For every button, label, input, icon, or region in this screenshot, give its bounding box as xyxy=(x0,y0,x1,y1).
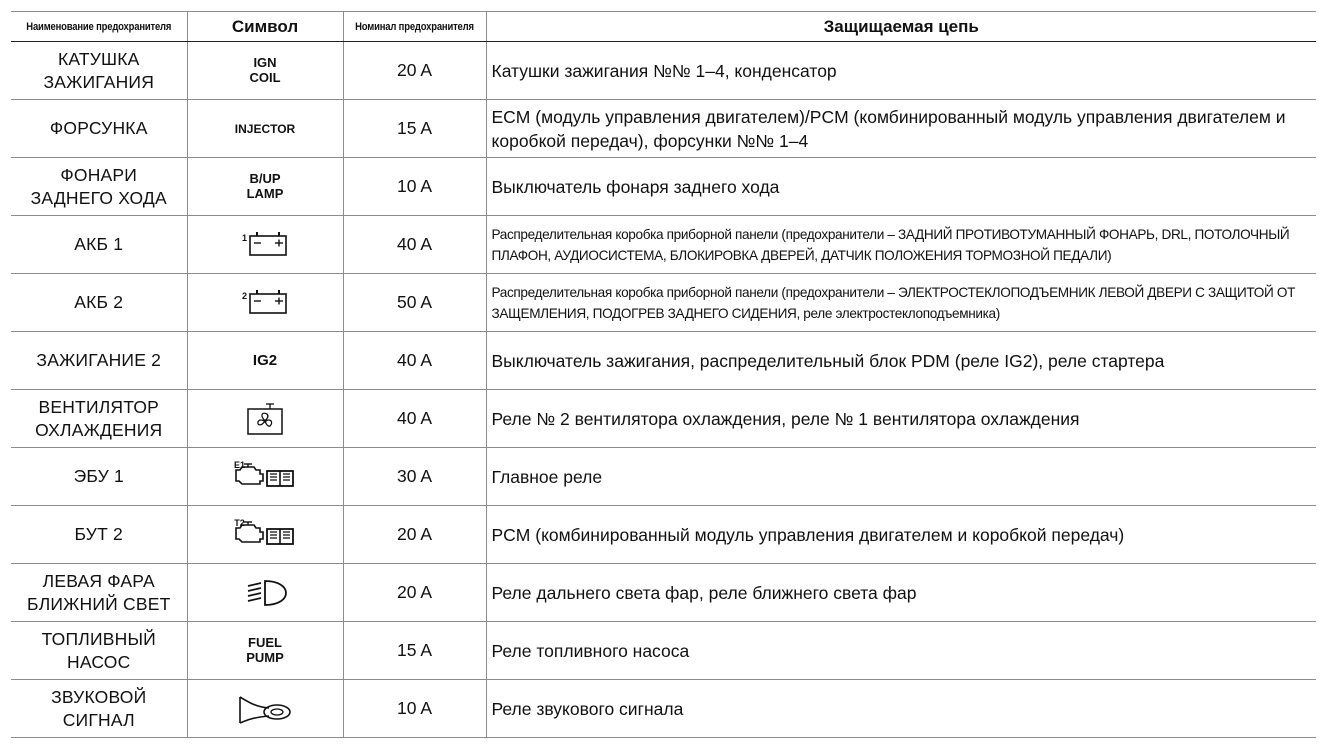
fuse-symbol xyxy=(187,100,343,158)
symbol-text: IG2 xyxy=(252,351,278,369)
battery-icon xyxy=(248,287,288,315)
protected-circuit: Распределительная коробка приборной панели (предохранители – ЗАДНИЙ ПРОТИВОТУМАННЫЙ ФОНАРЬ, DRL, ПОТОЛОЧНЫЙ ПЛАФОН, АУДИОСИСТЕМА, БЛОКИРОВКА ДВЕРЕЙ, ДАТЧИК ПОЛОЖЕНИЯ ТОРМОЗНОЙ ПЕДАЛИ) xyxy=(486,216,1316,274)
protected-circuit: ECM (модуль управления двигателем)/PCM (комбинированный модуль управления двигателем и коробкой передач), форсунки №№ 1–4 xyxy=(486,100,1316,158)
table-row xyxy=(11,506,1316,564)
fuse-symbol xyxy=(187,564,343,622)
table-row xyxy=(11,42,1316,100)
fuse-rating: 15 A xyxy=(343,100,486,158)
fuse-symbol xyxy=(187,216,343,274)
fuse-name: АКБ 2 xyxy=(11,274,187,332)
fuse-rating: 40 A xyxy=(343,390,486,448)
fuse-rating: 15 A xyxy=(343,622,486,680)
fuse-symbol xyxy=(187,42,343,100)
table-row xyxy=(11,274,1316,332)
protected-circuit: Реле № 2 вентилятора охлаждения, реле № 1 вентилятора охлаждения xyxy=(486,390,1316,448)
header-rating: Номинал предохранителя xyxy=(353,12,476,42)
symbol-text: B/UP LAMP xyxy=(246,170,284,201)
table-row xyxy=(11,332,1316,390)
fuse-rating: 20 A xyxy=(343,42,486,100)
protected-circuit: Выключатель фонаря заднего хода xyxy=(486,158,1316,216)
fuse-name: КАТУШКА ЗАЖИГАНИЯ xyxy=(11,42,187,100)
fuse-name: ВЕНТИЛЯТОР ОХЛАЖДЕНИЯ xyxy=(11,390,187,448)
symbol-index: 2 xyxy=(241,291,247,301)
table-row xyxy=(11,448,1316,506)
table-row xyxy=(11,564,1316,622)
symbol-index: T2 xyxy=(234,518,245,528)
fuse-name: ФОРСУНКА xyxy=(11,100,187,158)
fuse-rating: 50 A xyxy=(343,274,486,332)
table-row xyxy=(11,622,1316,680)
protected-circuit: Реле дальнего света фар, реле ближнего света фар xyxy=(486,564,1316,622)
fuse-name: ЭБУ 1 xyxy=(11,448,187,506)
fuse-symbol xyxy=(187,390,343,448)
fuse-symbol xyxy=(187,622,343,680)
protected-circuit: Распределительная коробка приборной панели (предохранители – ЭЛЕКТРОСТЕКЛОПОДЪЕМНИК ЛЕВОЙ ДВЕРИ С ЗАЩИТОЙ ОТ ЗАЩЕМЛЕНИЯ, ПОДОГРЕВ ЗАДНЕГО СИДЕНИЯ, реле электростеклоподъемника) xyxy=(486,274,1316,332)
protected-circuit: Реле звукового сигнала xyxy=(486,680,1316,738)
fuse-rating: 30 A xyxy=(343,448,486,506)
fuse-rating: 40 A xyxy=(343,216,486,274)
table-row xyxy=(11,390,1316,448)
fuse-name: ЛЕВАЯ ФАРА БЛИЖНИЙ СВЕТ xyxy=(11,564,187,622)
symbol-text: INJECTOR xyxy=(234,121,296,136)
header-fuse-name: Наименование предохранителя xyxy=(23,12,174,42)
fuse-symbol xyxy=(187,274,343,332)
header-row xyxy=(11,12,1316,42)
symbol-text: FUEL PUMP xyxy=(246,634,284,665)
fuse-table xyxy=(11,11,1316,738)
fuse-symbol xyxy=(187,448,343,506)
fuse-name: ФОНАРИ ЗАДНЕГО ХОДА xyxy=(11,158,187,216)
fuse-name: ЗАЖИГАНИЕ 2 xyxy=(11,332,187,390)
fuse-symbol xyxy=(187,332,343,390)
symbol-index: 1 xyxy=(241,233,247,243)
protected-circuit: Реле топливного насоса xyxy=(486,622,1316,680)
fuse-symbol xyxy=(187,506,343,564)
fuse-name: ЗВУКОВОЙ СИГНАЛ xyxy=(11,680,187,738)
protected-circuit: Главное реле xyxy=(486,448,1316,506)
header-symbol: Символ xyxy=(187,12,343,42)
fuse-name: ТОПЛИВНЫЙ НАСОС xyxy=(11,622,187,680)
symbol-text: IGN COIL xyxy=(249,54,281,85)
header-circuit: Защищаемая цепь xyxy=(486,12,1316,42)
fuse-rating: 10 A xyxy=(343,680,486,738)
protected-circuit: Выключатель зажигания, распределительный блок PDM (реле IG2), реле стартера xyxy=(486,332,1316,390)
protected-circuit: Катушки зажигания №№ 1–4, конденсатор xyxy=(486,42,1316,100)
fuse-symbol xyxy=(187,680,343,738)
symbol-index: E1 xyxy=(233,460,245,470)
headlamp-icon xyxy=(241,578,289,608)
cooling-fan-icon xyxy=(245,402,285,436)
table-row xyxy=(11,680,1316,738)
battery-icon xyxy=(248,229,288,257)
fuse-rating: 10 A xyxy=(343,158,486,216)
table-row xyxy=(11,100,1316,158)
fuse-rating: 40 A xyxy=(343,332,486,390)
protected-circuit: PCM (комбинированный модуль управления двигателем и коробкой передач) xyxy=(486,506,1316,564)
fuse-rating: 20 A xyxy=(343,564,486,622)
fuse-name: АКБ 1 xyxy=(11,216,187,274)
fuse-symbol xyxy=(187,158,343,216)
fuse-rating: 20 A xyxy=(343,506,486,564)
table-row xyxy=(11,158,1316,216)
horn-icon xyxy=(235,693,295,725)
table-row xyxy=(11,216,1316,274)
fuse-name: БУТ 2 xyxy=(11,506,187,564)
